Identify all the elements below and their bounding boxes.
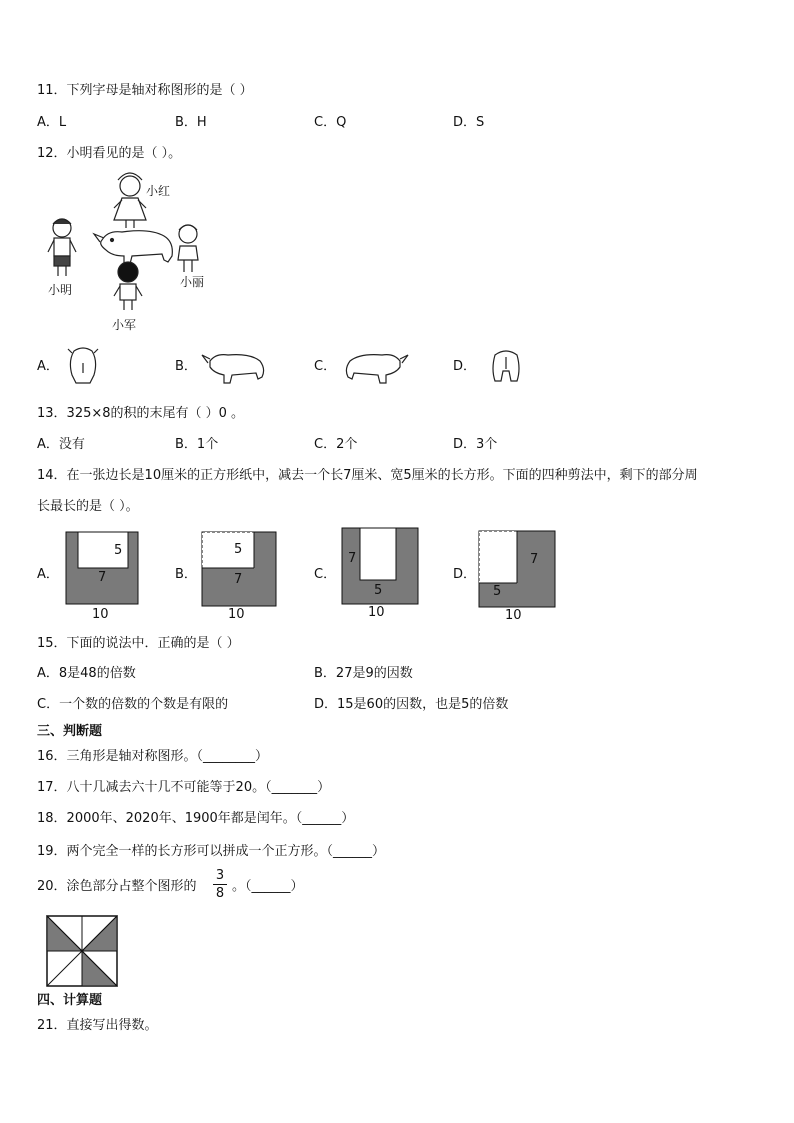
q18: 18．2000年、2020年、1900年都是闰年。（______）: [37, 811, 355, 826]
q20-shaded-square-figure: [46, 915, 118, 991]
q12-option-b: B．: [175, 359, 197, 374]
q12-scene-svg: [40, 168, 240, 338]
fig-a-label-7: 7: [98, 570, 107, 585]
label-xiaoli: 小丽: [180, 275, 205, 289]
fig-c-label-10: 10: [368, 605, 385, 620]
q12-option-d: D．: [453, 359, 477, 374]
boy-xiaoming-figure: [48, 219, 76, 276]
fig-a-label-5: 5: [114, 543, 123, 558]
q14-stem-line2: 长最长的是（ ）。: [37, 499, 139, 514]
q19: 19．两个完全一样的长方形可以拼成一个正方形。（______）: [37, 844, 386, 859]
q11-option-d: D．S: [453, 115, 485, 130]
rhino-left-side-view-image: [200, 347, 270, 391]
q14-stem-line1: 14．在一张边长是10厘米的正方形纸中，减去一个长7厘米、宽5厘米的长方形。下面的四种剪法中，剩下的部分周: [37, 468, 698, 483]
label-xiaoming: 小明: [48, 283, 73, 297]
q15-option-c: C．一个数的倍数的个数是有限的: [37, 697, 229, 712]
fig-c-label-7: 7: [348, 551, 357, 566]
rhino-right-side-view-image: [340, 347, 410, 391]
q16: 16．三角形是轴对称图形。（________）: [37, 749, 269, 764]
label-xiaohong: 小红: [146, 184, 171, 198]
fig-a-label-10: 10: [92, 607, 109, 622]
q20-fraction: [213, 868, 227, 901]
q12-stem: 12．小明看见的是（ ）。: [37, 146, 182, 161]
q14-figure-a: [62, 528, 142, 622]
fig-b-label-7: 7: [234, 572, 243, 587]
q11-stem: 11．下列字母是轴对称图形的是（ ）: [37, 83, 253, 98]
q20-answer-blank: 。（______）: [232, 879, 304, 894]
rhino-front-view-image: [66, 345, 100, 391]
q14-option-c: C．: [314, 567, 337, 582]
q11-option-b: B．H: [175, 115, 207, 130]
q20-square-svg: [46, 915, 118, 987]
q15-option-d: D．15是60的因数，也是5的倍数: [314, 697, 509, 712]
q13-option-b: B．1个: [175, 437, 219, 452]
q14-option-b: B．: [175, 567, 197, 582]
girl-xiaohong-figure: [114, 173, 146, 228]
rhino-figure: [94, 231, 172, 264]
girl-xiaoli-figure: [178, 225, 198, 272]
q15-stem: 15．下面的说法中．正确的是（ ）: [37, 636, 240, 651]
q14-option-a: A．: [37, 567, 59, 582]
fig-d-label-7: 7: [530, 552, 539, 567]
section-heading-judgement: 三、判断题: [37, 724, 103, 739]
q14-figure-d: [475, 527, 559, 623]
q12-scene: [40, 168, 240, 338]
fig-c-label-5: 5: [374, 583, 383, 598]
q17: 17．八十几减去六十几不可能等于20。（_______）: [37, 780, 331, 795]
fig-b-label-10: 10: [228, 607, 245, 622]
q11-option-a: A．L: [37, 115, 67, 130]
section-heading-calculation: 四、计算题: [37, 993, 103, 1008]
q12-option-c: C．: [314, 359, 337, 374]
q13-option-a: A．没有: [37, 437, 85, 452]
q13-option-d: D．3个: [453, 437, 498, 452]
q20-fraction-denominator: 8: [215, 886, 225, 901]
fig-b-label-5: 5: [234, 542, 243, 557]
q12-option-a: A．: [37, 359, 59, 374]
fig-d-label-10: 10: [505, 608, 522, 623]
q14-figure-c: [338, 524, 422, 620]
q15-option-a: A．8是48的倍数: [37, 666, 136, 681]
q14-option-d: D．: [453, 567, 477, 582]
q21: 21．直接写出得数。: [37, 1018, 158, 1033]
rhino-back-view-image: [489, 345, 523, 391]
boy-xiaojun-figure: [114, 262, 142, 310]
q20-stem: 20．涂色部分占整个图形的: [37, 879, 197, 894]
fig-d-label-5: 5: [493, 584, 502, 599]
q11-option-c: C．Q: [314, 115, 347, 130]
q13-stem: 13．325×8的积的末尾有（ ）0 。: [37, 406, 245, 421]
q13-option-c: C．2个: [314, 437, 358, 452]
q15-option-b: B．27是9的因数: [314, 666, 413, 681]
q20-fraction-bar: [213, 884, 227, 885]
label-xiaojun: 小军: [112, 318, 137, 332]
q14-figure-b: [198, 528, 282, 622]
q20-fraction-numerator: 3: [215, 868, 225, 883]
